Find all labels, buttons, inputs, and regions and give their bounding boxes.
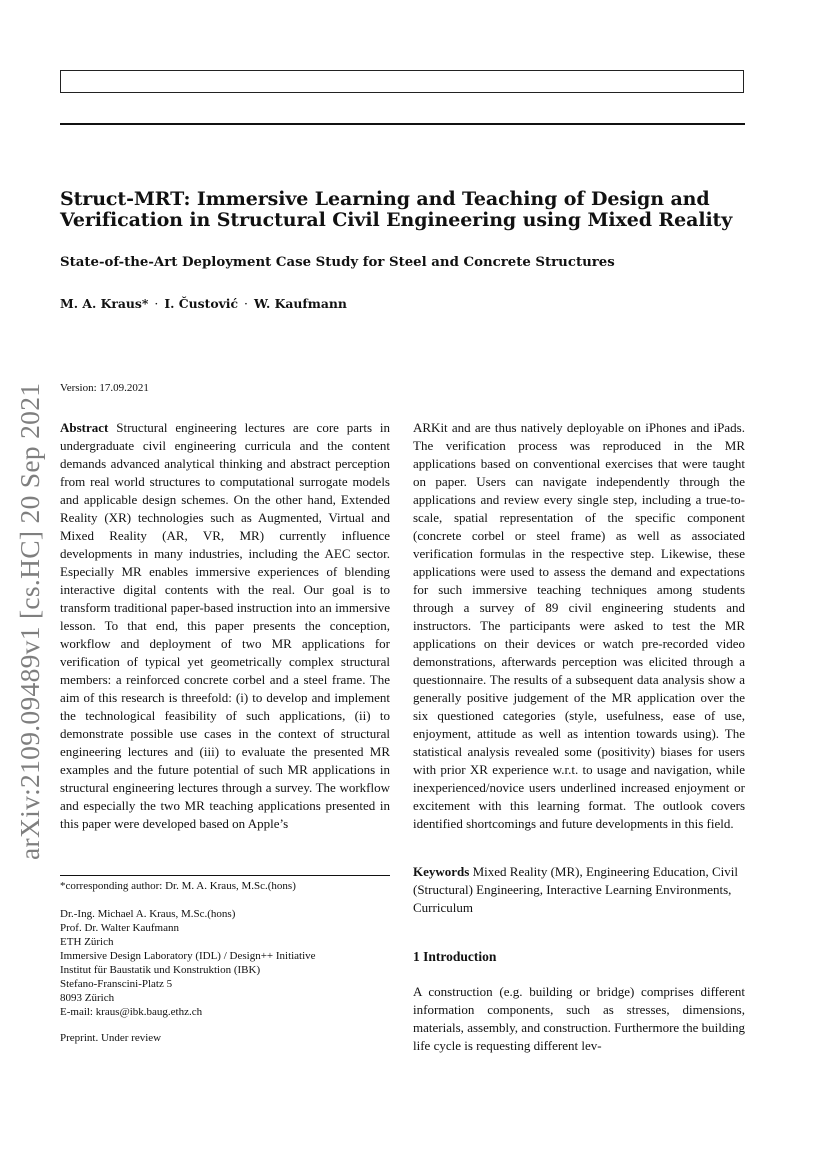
affiliation-block [60, 907, 316, 1019]
keywords-heading: Keywords [413, 864, 470, 879]
abstract-continued-text: ARKit and are thus natively deployable on iPhones and iPads. The verification process was reproduced in the MR applications based on conventional exercises that were taught on paper. Users can navigate independently through the applications and review every single step, including a true-to-scale, spatial representation of the specific component (concrete corbel or steel frame) as well as associated verification formulas in the respective step. Likewise, these applications were used to assess the demand and expectations for such immersive teaching techniques among students through a survey of 89 civil engineering students and instructors. The participants were asked to test the MR applications on their devices or watch pre-recorded video demonstrations, afterwards perception was elicited through a questionnaire. The results of a subsequent data analysis show a generally positive judgement of the MR application over the six questioned categories (style, usefulness, ease of use, enjoyment, attitude as well as intention towards using). The statistical analysis revealed some (positivity) biases for users with prior XR experience w.r.t. to usage and navigation, while inexperienced/novice users underlined increased enjoyment or excitement with this learning format. The outlook covers identified shortcomings and future developments in this field. [413, 420, 745, 831]
paper-subtitle: State-of-the-Art Deployment Case Study for Steel and Concrete Structures [60, 255, 615, 270]
keywords-text: Mixed Reality (MR), Engineering Education, Civil (Structural) Engineering, Interactive Learning Environments, Curriculum [413, 864, 738, 915]
footnote-rule [60, 875, 390, 876]
running-header-box [60, 70, 744, 93]
author-separator: · [154, 296, 159, 311]
author-list [60, 295, 347, 313]
keywords-block [413, 863, 745, 917]
preprint-note: Preprint. Under review [60, 1032, 162, 1044]
affiliation-line: ETH Zürich [60, 936, 114, 948]
abstract-text: Structural engineering lectures are core parts in undergraduate civil engineering curricula and the content demands advanced analytical thinking and abstract perception from real world structures to computational surrogate models and applicable design schemes. On the other hand, Extended Reality (XR) technologies such as Augmented, Virtual and Mixed Reality (AR, VR, MR) currently influence developments in many industries, including the AEC sector. Especially MR enables immersive experiences of blending interactive digital contents with the real. Our goal is to transform traditional paper-based instruction into an immersive lesson. To that end, this paper presents the conception, workflow and deployment of two MR applications for verification of typical yet geometrically complex structural members: a reinforced concrete corbel and a steel frame. The aim of this research is threefold: (i) to develop and implement the technological feasibility of such applications, (ii) to demonstrate possible use cases in the context of structural engineering lectures and (iii) to evaluate the presented MR examples and the future potential of such MR applications in structural engineering lectures through a survey. The workflow and especially the two MR teaching applications presented in this paper were developed based on Apple’s [60, 420, 391, 831]
author-name: I. Čustović [164, 296, 239, 311]
arxiv-identifier-stamp: arXiv:2109.09489v1 [cs.HC] 20 Sep 2021 [14, 382, 45, 860]
affiliation-line: Immersive Design Laboratory (IDL) / Design++ Initiative [60, 950, 316, 962]
affiliation-line: 8093 Zürich [60, 992, 115, 1004]
affiliation-line: Stefano-Franscini-Platz 5 [60, 978, 173, 990]
header-rule [60, 123, 745, 125]
introduction-text: A construction (e.g. building or bridge) comprises different information components, such as stresses, dimensions, materials, assembly, and construction. Furthermore the building life cycle is requesting different lev- [413, 984, 745, 1053]
affiliation-line: Dr.-Ing. Michael A. Kraus, M.Sc.(hons) [60, 908, 236, 920]
version-line: Version: 17.09.2021 [60, 382, 149, 394]
corresponding-author-footnote: *corresponding author: Dr. M. A. Kraus, M.Sc.(hons) [60, 880, 296, 892]
abstract-right-column [413, 419, 745, 833]
author-name: W. Kaufmann [254, 296, 347, 311]
paper-title: Struct-MRT: Immersive Learning and Teaching of Design and Verification in Structural Civil Engineering using Mixed Reality [60, 188, 733, 231]
abstract-heading: Abstract [60, 420, 109, 435]
affiliation-email: E-mail: kraus@ibk.baug.ethz.ch [60, 1006, 203, 1018]
affiliation-line: Institut für Baustatik und Konstruktion (IBK) [60, 964, 261, 976]
author-separator: · [244, 296, 248, 311]
abstract-left-column [60, 419, 390, 833]
affiliation-line: Prof. Dr. Walter Kaufmann [60, 922, 179, 934]
section-heading-introduction: 1 Introduction [413, 949, 497, 964]
author-name: M. A. Kraus* [60, 296, 149, 311]
